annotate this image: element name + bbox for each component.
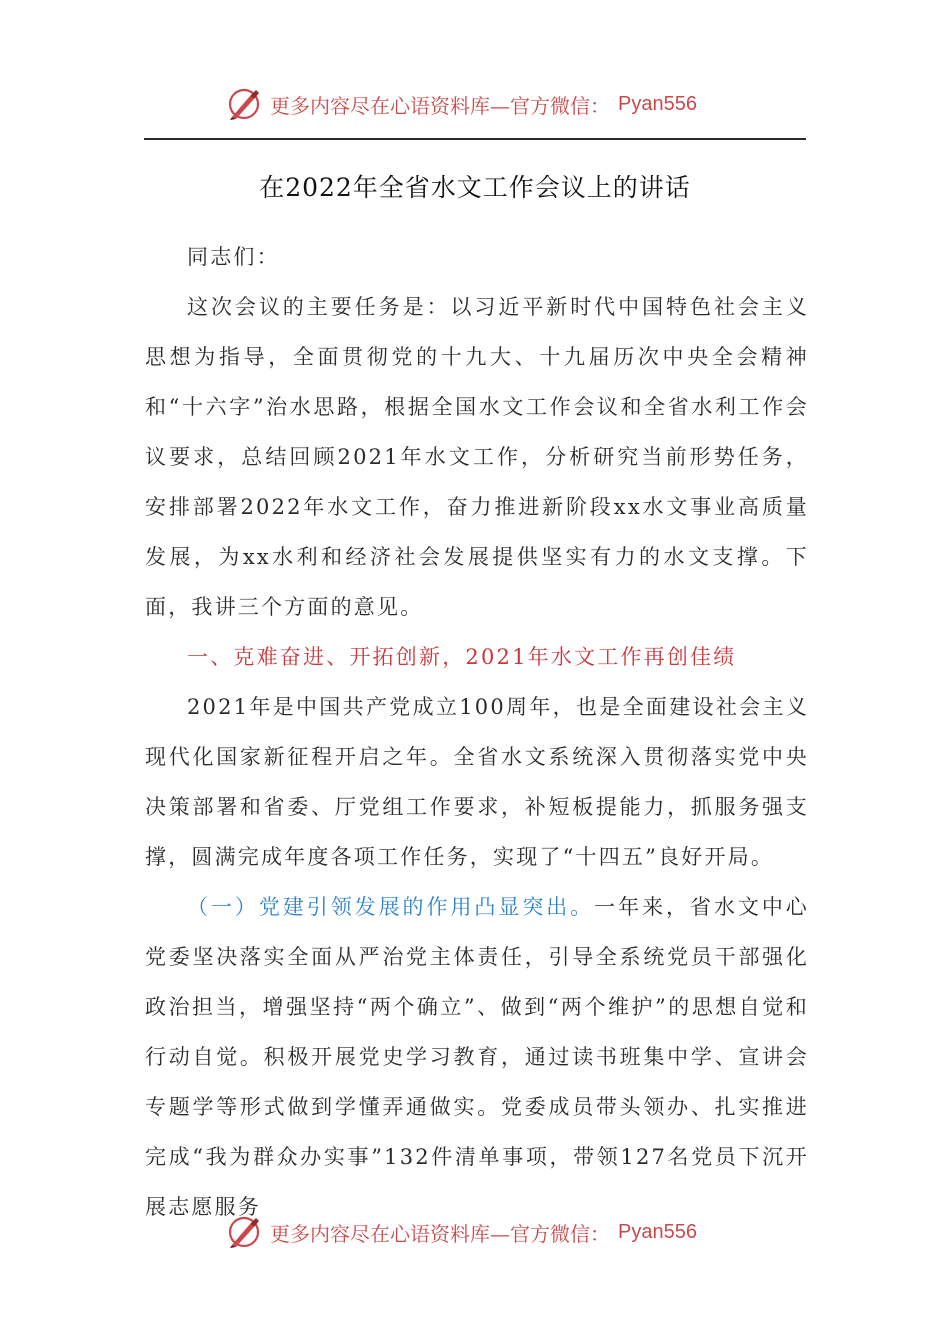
watermark-banner-bottom: [226, 1212, 697, 1252]
subsection-paragraph-1: [145, 882, 809, 1232]
salutation: 同志们：: [187, 245, 280, 269]
section-heading-1: 一、克难奋进、开拓创新，2021年水文工作再创佳绩: [187, 645, 737, 669]
watermark-banner-top: [226, 84, 697, 124]
subsection-text-1: 一年来，省水文中心党委坚决落实全面从严治党主体责任，引导全系统党员干部强化政治担当，增强坚持“两个确立”、做到“两个维护”的思想自觉和行动自觉。积极开展党史学习教育，通过读书班集中学、宣讲会专题学等形式做到学懂弄通做实。党委成员带头领办、扎实推进完成“我为群众办实事”132件清单事项，带领127名党员下沉开展志愿服务: [145, 895, 809, 1219]
watermark-text: 更多内容尽在心语资料库—官方微信：: [270, 1221, 610, 1246]
header-rule: [144, 138, 806, 140]
document-body: [145, 232, 809, 1232]
section-paragraph-1: 2021年是中国共产党成立100周年，也是全面建设社会主义现代化国家新征程开启之年。全省水文系统深入贯彻落实党中央决策部署和省委、厅党组工作要求，补短板提能力，抓服务强支撑，圆满完成年度各项工作任务，实现了“十四五”良好开局。: [145, 695, 809, 869]
intro-paragraph: 这次会议的主要任务是：以习近平新时代中国特色社会主义思想为指导，全面贯彻党的十九大、十九届历次中央全会精神和“十六字”治水思路，根据全国水文工作会议和全省水利工作会议要求，总结回顾2021年水文工作，分析研究当前形势任务，安排部署2022年水文工作，奋力推进新阶段xx水文事业高质量发展，为xx水利和经济社会发展提供坚实有力的水文支撑。下面，我讲三个方面的意见。: [145, 295, 809, 619]
watermark-text: 更多内容尽在心语资料库—官方微信：: [270, 93, 610, 118]
watermark-id: Pyan556: [618, 92, 697, 115]
watermark-id: Pyan556: [618, 1220, 697, 1243]
pen-logo-icon: [226, 86, 262, 122]
subsection-heading-1: （一）党建引领发展的作用凸显突出。: [187, 895, 595, 919]
pen-logo-icon: [226, 1214, 262, 1250]
document-title: 在2022年全省水文工作会议上的讲话: [259, 173, 691, 202]
